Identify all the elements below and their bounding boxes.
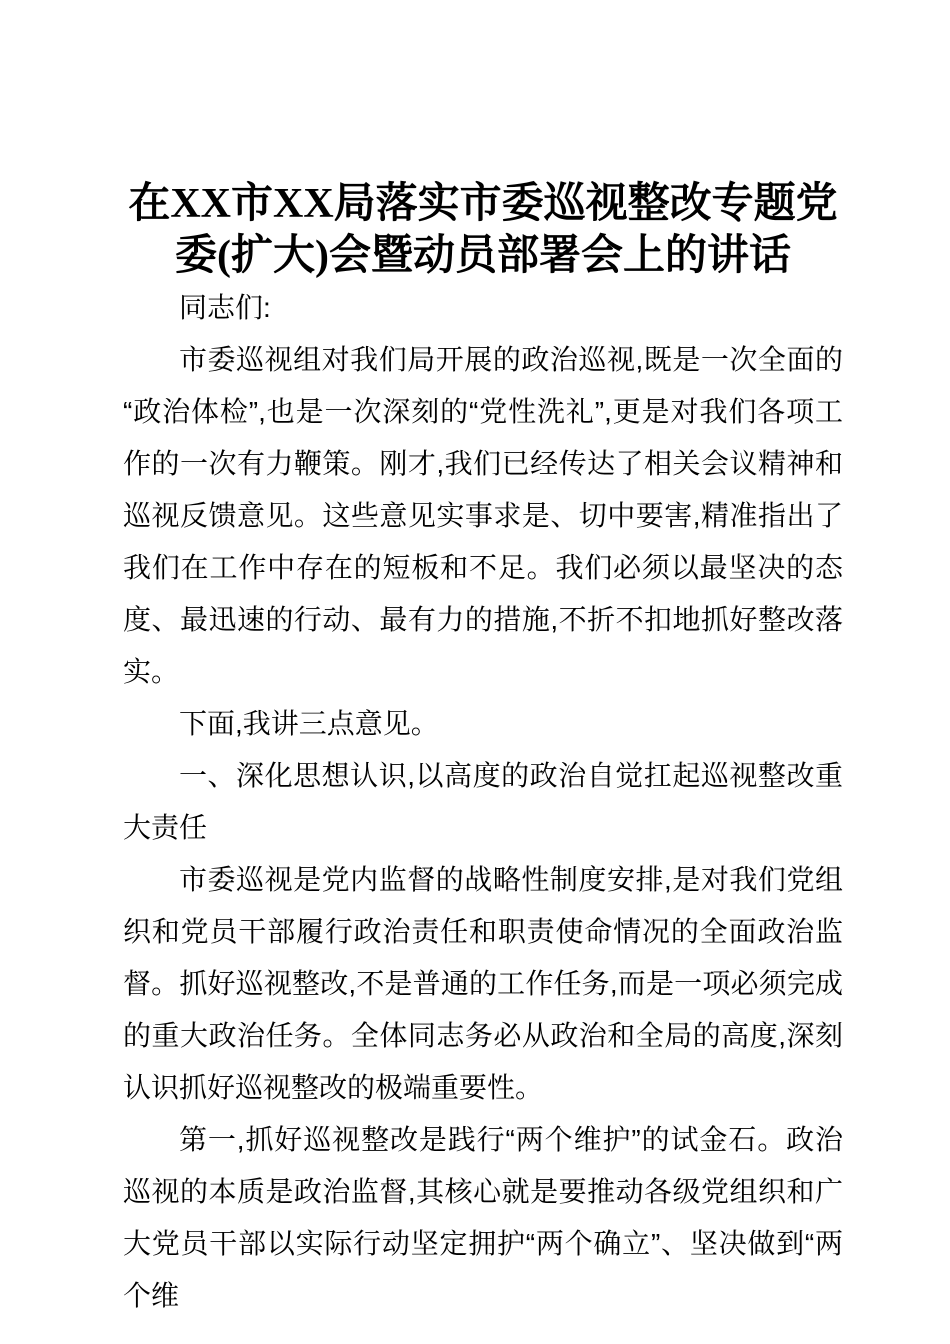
document-title: 在XX市XX局落实市委巡视整改专题党委(扩大)会暨动员部署会上的讲话: [128, 181, 838, 279]
section-heading-1: 一、深化思想认识,以高度的政治自觉扛起巡视整改重大责任: [123, 760, 843, 843]
paragraph-transition: 下面,我讲三点意见。: [179, 708, 439, 739]
paragraph-point1-truncated: 第一,抓好巡视整改是践行“两个维护”的试金石。政治巡视的本质是政治监督,其核心就是要推动各级党组织和广大党员干部以实际行动坚定拥护“两个确立”、坚决做到“两个维: [123, 1124, 843, 1311]
paragraph-intro: 市委巡视组对我们局开展的政治巡视,既是一次全面的“政治体检”,也是一次深刻的“党性洗礼”,更是对我们各项工作的一次有力鞭策。刚才,我们已经传达了相关会议精神和巡视反馈意见。这些意见实事求是、切中要害,精准指出了我们在工作中存在的短板和不足。我们必须以最坚决的态度、最迅速的行动、最有力的措施,不折不扣地抓好整改落实。: [123, 344, 843, 687]
paragraph-salutation: 同志们:: [179, 292, 271, 323]
paragraph-section1-body: 市委巡视是党内监督的战略性制度安排,是对我们党组织和党员干部履行政治责任和职责使命情况的全面政治监督。抓好巡视整改,不是普通的工作任务,而是一项必须完成的重大政治任务。全体同志务必从政治和全局的高度,深刻认识抓好巡视整改的极端重要性。: [123, 864, 843, 1103]
